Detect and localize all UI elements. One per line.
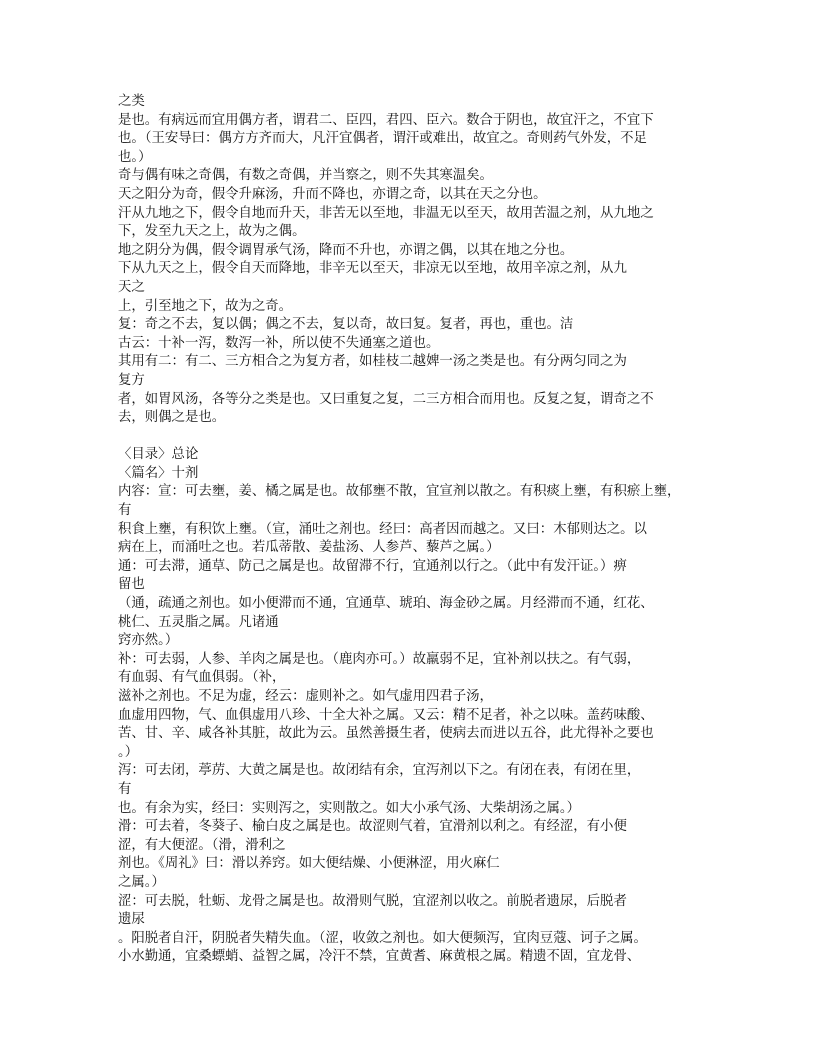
text-line: 汗从九地之下，假令自地而升天，非苦无以至地，非温无以至天，故用苦温之剂，从九地之 [118, 205, 654, 221]
text-line: 是也。有病远而宜用偶方者，谓君二、臣四，君四、臣六。数合于阴也，故宜汗之，不宜下 [118, 112, 654, 128]
text-line: 滑：可去着，冬葵子、榆白皮之属是也。故涩则气着，宜滑剂以利之。有经涩，有小便 [118, 819, 627, 835]
text-line: 留也 [118, 577, 145, 593]
text-line: 桃仁、五灵脂之属。凡诸通 [118, 614, 279, 630]
text-line: 有血弱、有气血俱弱。（补， [118, 670, 286, 686]
text-line: 通：可去滞，通草、防己之属是也。故留滞不行，宜通剂以行之。（此中有发汗证。）痹 [118, 558, 627, 574]
text-line: 涩：可去脱，牡蛎、龙骨之属是也。故滑则气脱，宜涩剂以收之。前脱者遗尿，后脱者 [118, 893, 627, 909]
text-line: 下，发至九天之上，故为之偶。 [118, 224, 306, 240]
text-line: 内容：宣：可去壅，姜、橘之属是也。故郁壅不散，宜宣剂以散之。有积痰上壅，有积瘀上壅， [118, 484, 681, 500]
text-line: 涩，有大便涩。（滑，滑利之 [118, 837, 286, 853]
text-line: 天之 [118, 279, 145, 295]
text-line: 复：奇之不去，复以偶；偶之不去，复以奇，故曰复。复者，再也，重也。洁 [118, 317, 574, 333]
section-spacer [118, 428, 698, 447]
text-line: 剂也。《周礼》曰：滑以养窍。如大便结燥、小便淋涩，用火麻仁 [118, 856, 500, 872]
text-line: 也。） [118, 149, 152, 165]
text-line: 也。（王安导曰：偶方方齐而大，凡汗宜偶者，谓汗或难出，故宜之。奇则药气外发，不足 [118, 131, 647, 147]
text-line: 古云：十补一泻，数泻一补，所以使不失通塞之道也。 [118, 335, 440, 351]
text-line: 也。有余为实，经曰：实则泻之，实则散之。如大小承气汤、大柴胡汤之属。） [118, 800, 580, 816]
text-line: 〈篇名〉十剂 [118, 465, 199, 481]
text-line: 。阳脱者自汗，阴脱者失精失血。（涩，收敛之剂也。如大便频泻，宜肉豆蔻、诃子之属。 [118, 930, 647, 946]
text-line: 血虚用四物，气、血俱虚用八珍、十全大补之属。又云：精不足者，补之以味。盖药味酸、 [118, 707, 654, 723]
text-line: 补：可去弱，人参、羊肉之属是也。（鹿肉亦可。）故羸弱不足，宜补剂以扶之。有气弱， [118, 651, 641, 667]
text-line: 。） [118, 744, 139, 760]
text-line: 复方 [118, 372, 145, 388]
text-line: 之类 [118, 94, 145, 109]
text-line: 去，则偶之是也。 [118, 410, 226, 426]
text-line: 之属。） [118, 874, 165, 890]
text-line: 小水勤通，宜桑螵蛸、益智之属，冷汗不禁，宜黄耆、麻黄根之属。精遗不固，宜龙骨、 [118, 949, 641, 965]
text-line: 地之阴分为偶，假令调胃承气汤，降而不升也，亦谓之偶，以其在地之分也。 [118, 242, 574, 258]
document-page [118, 93, 698, 967]
text-line: 奇与偶有味之奇偶，有数之奇偶，并当察之，则不失其寒温矣。 [118, 168, 493, 184]
text-line: （通，疏通之剂也。如小便滞而不通，宜通草、琥珀、海金砂之属。月经滞而不通，红花、 [118, 596, 654, 612]
text-line: 病在上，而涌吐之也。若瓜蒂散、姜盐汤、人参芦、藜芦之属。） [118, 540, 500, 556]
text-line: 遗尿 [118, 912, 145, 928]
text-line: 苦、甘、辛、咸各补其脏，故此为云。虽然善摄生者，使病去而进以五谷，此尤得补之要也 [118, 726, 654, 742]
text-line: 有 [118, 781, 132, 797]
text-line: 滋补之剂也。不足为虚，经云：虚则补之。如气虚用四君子汤， [118, 689, 493, 704]
text-line: 下从九天之上，假令自天而降地，非辛无以至天，非凉无以至地，故用辛凉之剂，从九 [118, 261, 627, 277]
text-line: 积食上壅，有积饮上壅。（宣，涌吐之剂也。经曰：高者因而越之。又曰：木郁则达之。以 [118, 521, 647, 537]
text-line: 其用有二：有二、三方相合之为复方者，如桂枝二越婢一汤之类是也。有分两匀同之为 [118, 354, 627, 370]
text-line: 〈目录〉总论 [118, 447, 199, 463]
text-line: 天之阳分为奇，假令升麻汤，升而不降也，亦谓之奇，以其在天之分也。 [118, 186, 547, 202]
text-line: 者，如胃风汤，各等分之类是也。又曰重复之复，二三方相合而用也。反复之复，谓奇之不 [118, 391, 654, 407]
text-line: 有 [118, 503, 132, 519]
text-line: 上，引至地之下，故为之奇。 [118, 298, 293, 314]
ten-formulas-section [118, 446, 698, 967]
text-line: 泻：可去闭，葶苈、大黄之属是也。故闭结有余，宜泻剂以下之。有闭在表，有闭在里， [118, 763, 641, 779]
formula-types-section [118, 93, 698, 428]
text-line: 窍亦然。） [118, 633, 179, 649]
